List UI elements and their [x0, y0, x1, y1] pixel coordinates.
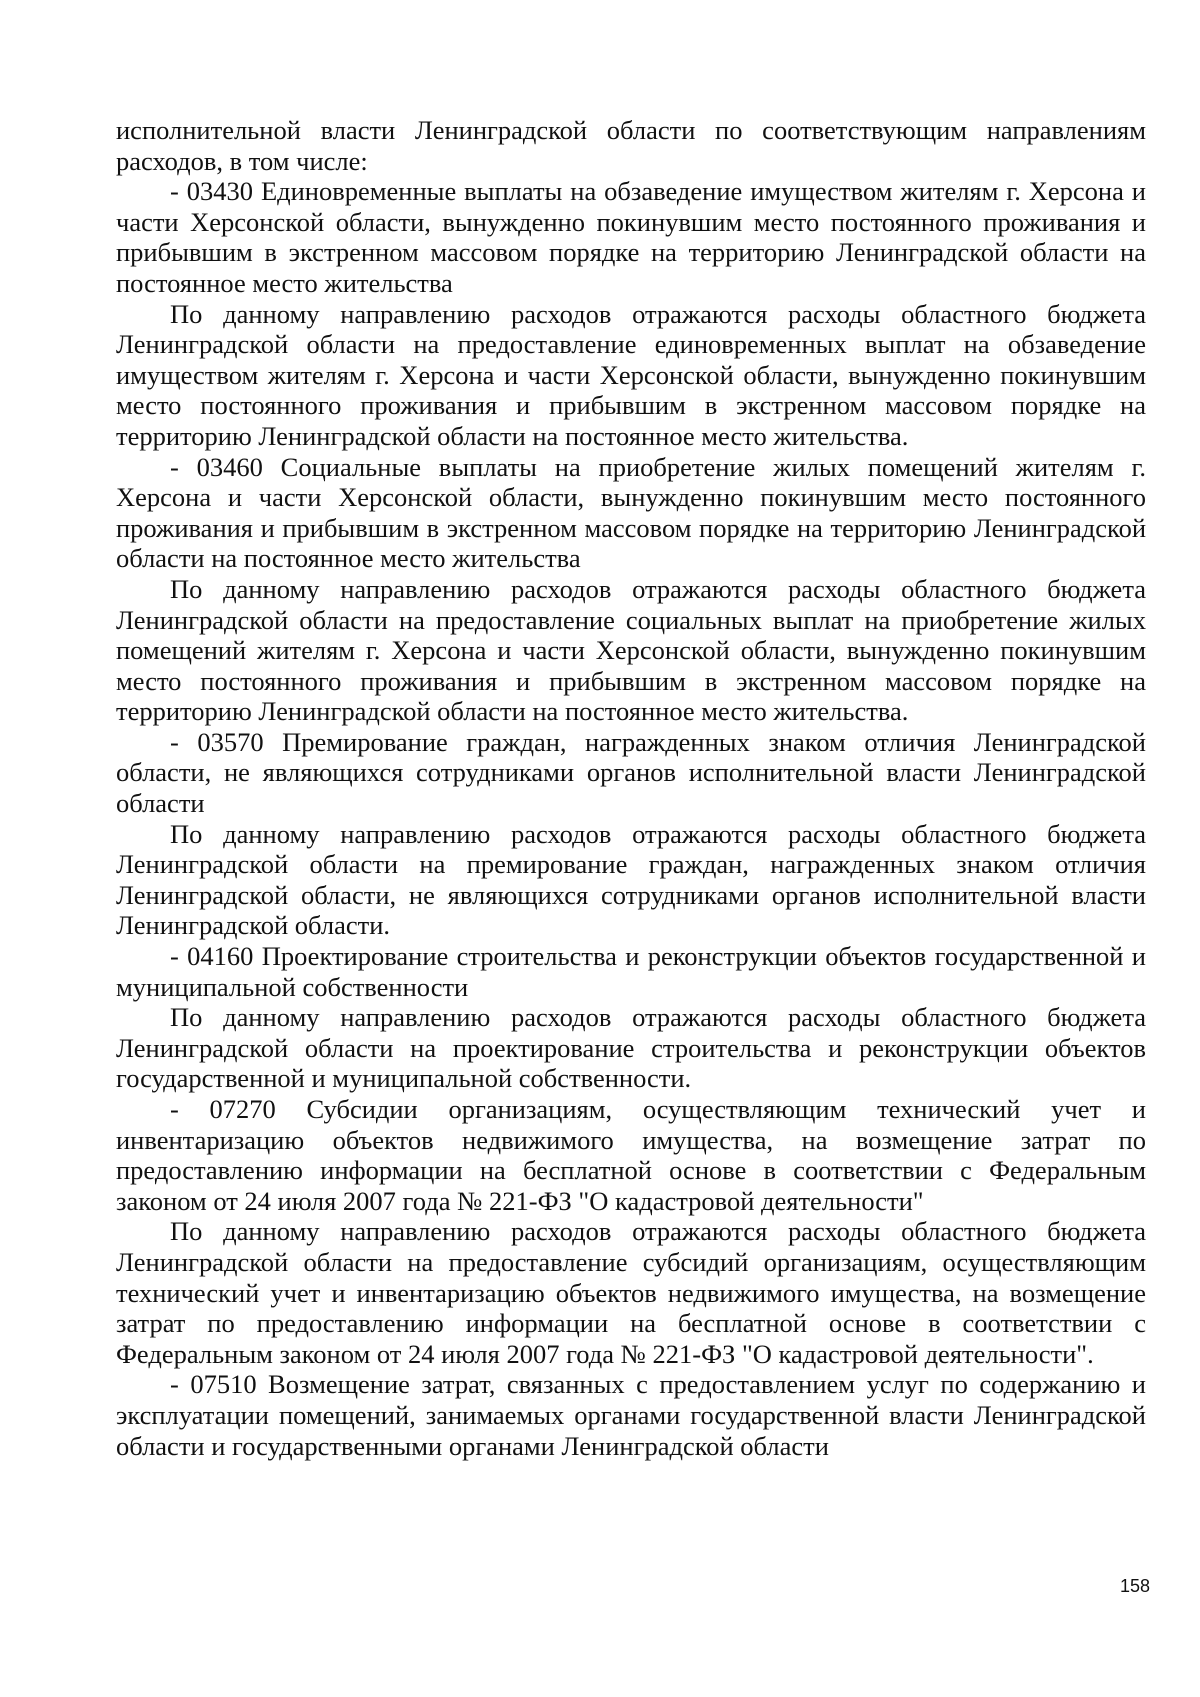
item-03570-description: По данному направлению расходов отражаются расходы областного бюджета Ленинградской области на премирование граждан, награжденных знаком отличия Ленинградской области, не являющихся сотрудниками органов исполнительной власти Ленинградской области. — [116, 818, 1146, 941]
item-07270-heading: - 07270 Субсидии организациям, осуществляющим технический учет и инвентаризацию объектов недвижимого имущества, на возмещение затрат по предоставлению информации на бесплатной основе в соответствии с Федеральным законом от 24 июля 2007 года № 221-ФЗ "О кадастровой деятельности" — [116, 1094, 1146, 1216]
document-body — [116, 115, 1146, 1461]
item-07510-heading: - 07510 Возмещение затрат, связанных с предоставлением услуг по содержанию и эксплуатации помещений, занимаемых органами государственной власти Ленинградской области и государственными органами Ленинградской области — [116, 1369, 1146, 1461]
item-07270-description: По данному направлению расходов отражаются расходы областного бюджета Ленинградской области на предоставление субсидий организациям, осуществляющим технический учет и инвентаризацию объектов недвижимого имущества, на возмещение затрат по предоставлению информации на бесплатной основе в соответствии с Федеральным законом от 24 июля 2007 года № 221-ФЗ "О кадастровой деятельности". — [116, 1216, 1146, 1369]
item-03460-description: По данному направлению расходов отражаются расходы областного бюджета Ленинградской области на предоставление социальных выплат на приобретение жилых помещений жителям г. Херсона и части Херсонской области, вынужденно покинувшим место постоянного проживания и прибывшим в экстренном массовом порядке на территорию Ленинградской области на постоянное место жительства. — [116, 573, 1146, 727]
paragraph-continuation: исполнительной власти Ленинградской области по соответствующим направлениям расходов, в том числе: — [116, 115, 1146, 176]
item-03430-description: По данному направлению расходов отражаются расходы областного бюджета Ленинградской области на предоставление единовременных выплат на обзаведение имуществом жителям г. Херсона и части Херсонской области, вынужденно покинувшим место постоянного проживания и прибывшим в экстренном массовом порядке на территорию Ленинградской области на постоянное место жительства. — [116, 298, 1146, 451]
item-03460-heading: - 03460 Социальные выплаты на приобретение жилых помещений жителям г. Херсона и части Херсонской области, вынужденно покинувшим место постоянного проживания и прибывшим в экстренном массовом порядке на территорию Ленинградской области на постоянное место жительства — [116, 451, 1146, 574]
item-03430-heading: - 03430 Единовременные выплаты на обзаведение имуществом жителям г. Херсона и части Херсонской области, вынужденно покинувшим место постоянного проживания и прибывшим в экстренном массовом порядке на территорию Ленинградской области на постоянное место жительства — [116, 176, 1146, 298]
page-number: 158 — [1120, 1576, 1151, 1596]
item-03570-heading: - 03570 Премирование граждан, награжденных знаком отличия Ленинградской области, не являющихся сотрудниками органов исполнительной власти Ленинградской области — [116, 726, 1146, 819]
item-04160-description: По данному направлению расходов отражаются расходы областного бюджета Ленинградской области на проектирование строительства и реконструкции объектов государственной и муниципальной собственности. — [116, 1002, 1146, 1094]
item-04160-heading: - 04160 Проектирование строительства и реконструкции объектов государственной и муниципальной собственности — [116, 941, 1146, 1002]
